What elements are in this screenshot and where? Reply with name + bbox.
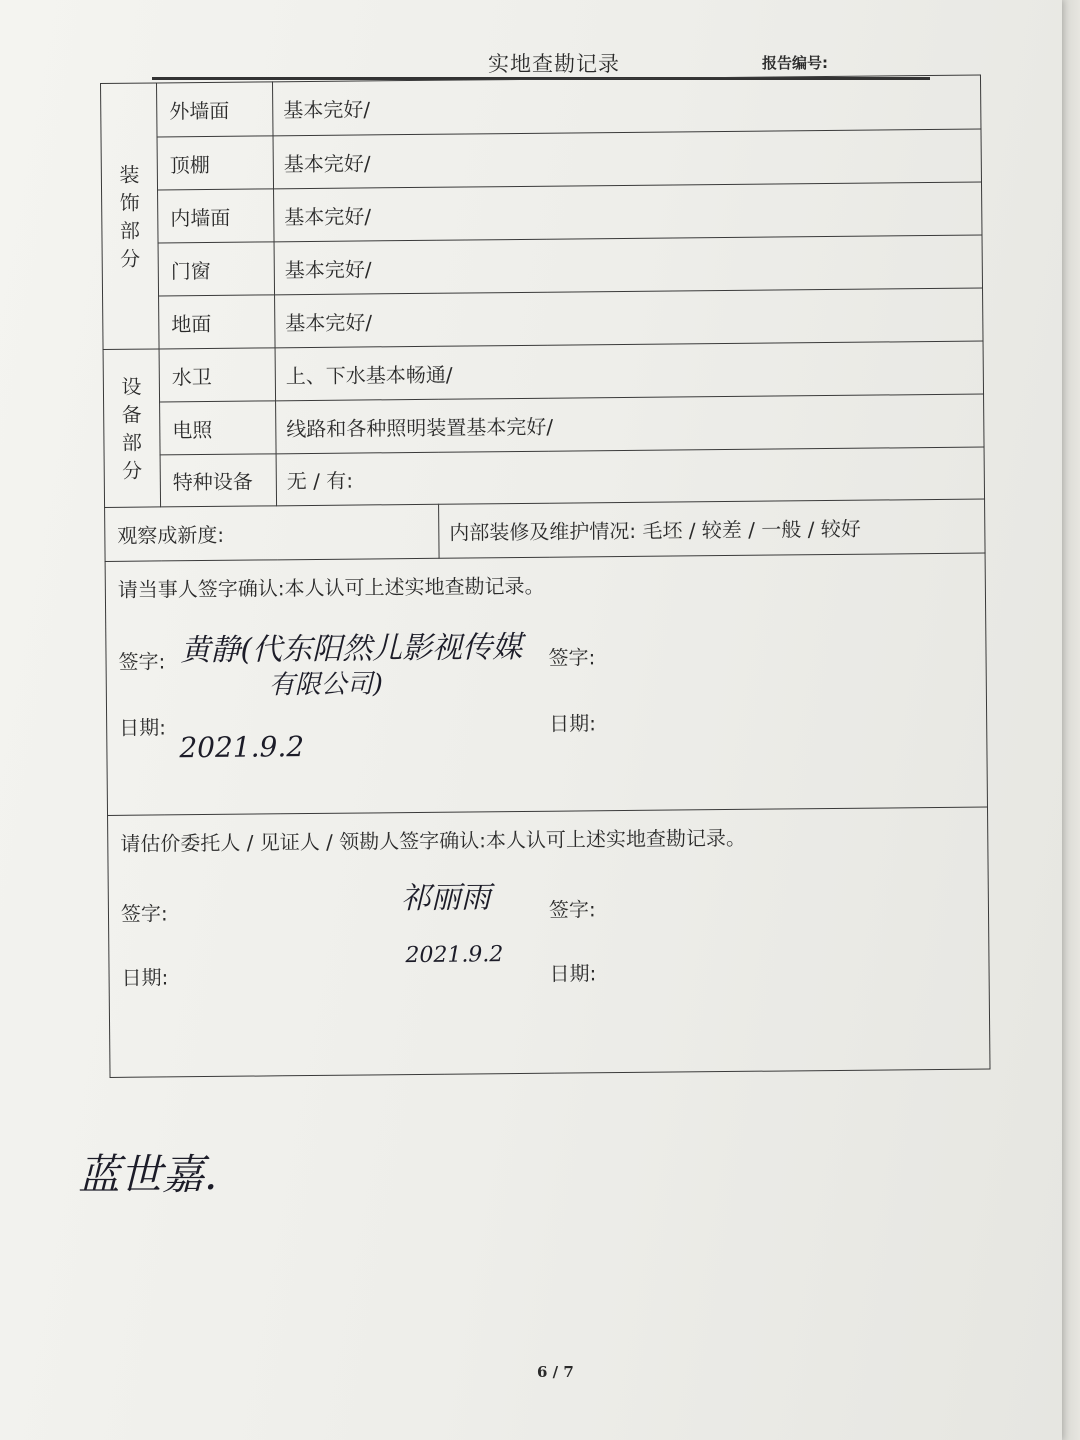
table-row: [101, 75, 982, 137]
party-sign-label-right: 签字:: [548, 645, 596, 670]
group-label-char: 设: [121, 374, 142, 399]
item-status: 基本完好/: [273, 129, 982, 189]
item-label: 外墙面: [157, 82, 274, 137]
item-status: 基本完好/: [272, 75, 981, 136]
item-status: 无 / 有:: [276, 447, 984, 506]
item-label: 水卫: [159, 348, 276, 402]
group-label-char: 分: [122, 458, 143, 483]
equipment-group-label: [103, 349, 161, 508]
group-label-char: 分: [120, 246, 141, 271]
party-signature-box: [118, 566, 977, 814]
group-label-char: 备: [121, 402, 142, 427]
party-date-label: 日期:: [119, 715, 167, 740]
page-number: 6 / 7: [537, 1363, 574, 1381]
item-status: 基本完好/: [274, 235, 983, 295]
table-row: [104, 447, 984, 507]
group-label-char: 部: [119, 218, 141, 243]
page-title: 实地查勘记录: [488, 52, 620, 76]
table-row: [103, 341, 983, 402]
table-row: [101, 129, 981, 190]
client-date-label: 日期:: [121, 965, 169, 990]
table-row: [104, 394, 984, 455]
client-signature-box: [120, 820, 979, 1076]
bottom-handwritten-signature: 蓝世嘉.: [78, 1150, 218, 1199]
party-signature-line2: 有限公司): [268, 669, 384, 701]
client-sign-label: 签字:: [120, 901, 168, 926]
observation-row: [105, 499, 986, 561]
client-date-label-right: 日期:: [549, 961, 597, 986]
client-date-value: 2021.9.2: [405, 942, 504, 969]
group-label-char: 饰: [119, 190, 140, 215]
interior-condition-label: 内部装修及维护情况: 毛坯 / 较差 / 一般 / 较好: [439, 499, 986, 558]
decoration-group-label: [101, 83, 160, 350]
item-label: 顶棚: [157, 136, 274, 190]
group-label-char: 部: [121, 430, 143, 455]
party-date-value: 2021.9.2: [179, 730, 305, 765]
client-signature-row: [108, 807, 991, 1077]
item-status: 基本完好/: [275, 288, 984, 348]
client-instruction: 请估价委托人 / 见证人 / 领勘人签字确认:本人认可上述实地查勘记录。: [120, 825, 747, 856]
item-label: 特种设备: [160, 454, 276, 507]
table-row: [103, 288, 983, 349]
table-row: [102, 182, 982, 243]
item-label: 地面: [159, 295, 276, 349]
party-instruction: 请当事人签字确认:本人认可上述实地查勘记录。: [117, 573, 545, 602]
report-number-label: 报告编号:: [762, 54, 828, 72]
party-signature-row: [105, 553, 987, 815]
party-sign-label: 签字:: [118, 649, 166, 674]
survey-table: [100, 75, 991, 1078]
client-signature: 祁丽雨: [400, 880, 492, 917]
table-row: [102, 235, 982, 296]
item-status: 上、下水基本畅通/: [275, 341, 984, 401]
item-status: 线路和各种照明装置基本完好/: [276, 394, 985, 454]
party-signature-line1: 黄静(代东阳然儿影视传媒: [180, 629, 523, 669]
party-date-label-right: 日期:: [549, 711, 597, 736]
client-sign-label-right: 签字:: [548, 897, 596, 922]
item-label: 门窗: [158, 242, 275, 296]
item-label: 电照: [160, 401, 277, 455]
group-label-char: 装: [119, 162, 140, 187]
newness-label: 观察成新度:: [105, 504, 440, 561]
item-status: 基本完好/: [274, 182, 983, 242]
item-label: 内墙面: [158, 189, 275, 243]
